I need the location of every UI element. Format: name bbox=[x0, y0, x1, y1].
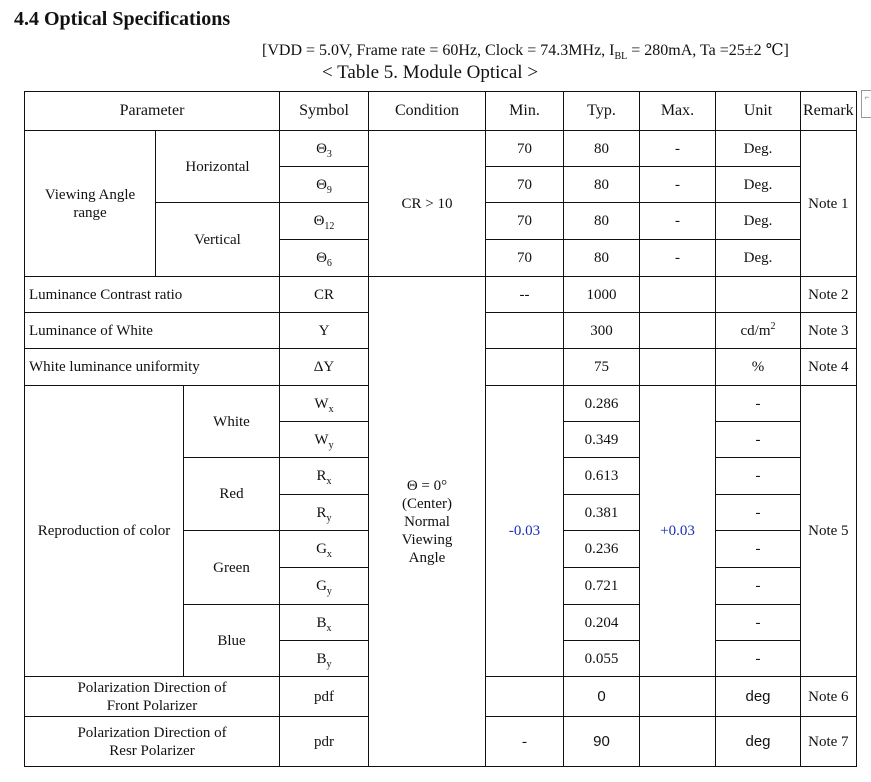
symbol-cell bbox=[280, 203, 369, 240]
unit-cell: - bbox=[716, 531, 801, 568]
pol-front-line2: Front Polarizer bbox=[106, 697, 198, 714]
unit-cell: % bbox=[716, 349, 801, 386]
symbol-text: B bbox=[316, 650, 327, 667]
symbol-subscript: y bbox=[326, 512, 332, 524]
min-cell: 70 bbox=[486, 240, 564, 277]
typ-cell: 0.055 bbox=[564, 641, 640, 677]
max-cell: - bbox=[640, 203, 716, 240]
contrast-label: Luminance Contrast ratio bbox=[25, 277, 280, 313]
symbol-text: G bbox=[316, 578, 327, 594]
symbol-cell bbox=[280, 386, 369, 422]
viewing-angle-label: Viewing Angle range bbox=[25, 131, 156, 277]
condition-line: Θ = 0° bbox=[406, 477, 448, 494]
table-caption: < Table 5. Module Optical > bbox=[322, 62, 539, 83]
white-luminance-label: Luminance of White bbox=[25, 313, 280, 349]
measurement-conditions bbox=[262, 40, 789, 60]
symbol-subscript: 6 bbox=[326, 258, 332, 269]
table-row bbox=[25, 131, 857, 167]
typ-cell: 80 bbox=[564, 167, 640, 203]
min-cell: 70 bbox=[486, 167, 564, 203]
typ-cell: 0.613 bbox=[564, 458, 640, 495]
max-cell: - bbox=[640, 131, 716, 167]
symbol-subscript: y bbox=[326, 586, 332, 597]
symbol-subscript: 9 bbox=[326, 184, 332, 196]
color-group-red: Red bbox=[184, 458, 280, 531]
unit-cell: - bbox=[716, 458, 801, 495]
condition-line: (Center) bbox=[402, 495, 452, 512]
max-cell bbox=[640, 277, 716, 313]
color-min: -0.03 bbox=[486, 386, 564, 677]
header-unit: Unit bbox=[716, 92, 801, 131]
color-reproduction-label: Reproduction of color bbox=[25, 386, 184, 677]
color-group-white: White bbox=[184, 386, 280, 458]
typ-cell: 0.204 bbox=[564, 605, 640, 641]
symbol-cell: pdf bbox=[280, 677, 369, 717]
horizontal-label: Horizontal bbox=[156, 131, 280, 203]
symbol-subscript: 3 bbox=[326, 148, 332, 160]
typ-cell: 80 bbox=[564, 131, 640, 167]
unit-superscript: 2 bbox=[770, 320, 776, 332]
remark-cell: Note 6 bbox=[801, 677, 857, 717]
symbol-subscript: x bbox=[326, 549, 332, 560]
pol-rear-line1: Polarization Direction of bbox=[77, 724, 227, 741]
typ-cell: 1000 bbox=[564, 277, 640, 313]
pol-front-line1: Polarization Direction of bbox=[77, 679, 227, 696]
unit-cell bbox=[716, 313, 801, 349]
typ-cell: 75 bbox=[564, 349, 640, 386]
min-cell bbox=[486, 677, 564, 717]
conditions-text: [VDD = 5.0V, Frame rate = 60Hz, Clock = 74.3MHz, I bbox=[262, 42, 615, 59]
typ-cell: 0.286 bbox=[564, 386, 640, 422]
header-remark: Remark bbox=[801, 92, 857, 131]
typ-cell: 80 bbox=[564, 240, 640, 277]
unit-cell: Deg. bbox=[716, 240, 801, 277]
symbol-subscript: 12 bbox=[324, 221, 335, 232]
section-title: 4.4 Optical Specifications bbox=[14, 8, 231, 30]
unit-cell: - bbox=[716, 422, 801, 458]
center-condition bbox=[369, 277, 486, 767]
unit-cell: - bbox=[716, 386, 801, 422]
table-row bbox=[25, 277, 857, 313]
symbol-cell: Y bbox=[280, 313, 369, 349]
typ-cell: 90 bbox=[564, 717, 640, 767]
symbol-subscript: y bbox=[328, 439, 334, 451]
symbol-cell bbox=[280, 605, 369, 641]
header-max: Max. bbox=[640, 92, 716, 131]
header-row bbox=[25, 92, 857, 131]
symbol-cell: CR bbox=[280, 277, 369, 313]
typ-cell: 80 bbox=[564, 203, 640, 240]
min-cell: 70 bbox=[486, 203, 564, 240]
symbol-subscript: x bbox=[326, 622, 332, 634]
symbol-cell bbox=[280, 240, 369, 277]
symbol-cell bbox=[280, 495, 369, 531]
unit-cell: Deg. bbox=[716, 131, 801, 167]
symbol-text: R bbox=[316, 504, 327, 521]
optical-spec-table bbox=[24, 91, 857, 767]
header-min: Min. bbox=[486, 92, 564, 131]
vertical-label: Vertical bbox=[156, 203, 280, 277]
unit-cell: - bbox=[716, 568, 801, 605]
symbol-subscript: x bbox=[326, 476, 332, 487]
pol-rear-line2: Resr Polarizer bbox=[109, 742, 195, 759]
color-max: +0.03 bbox=[640, 386, 716, 677]
symbol-cell bbox=[280, 531, 369, 568]
unit-cell bbox=[716, 277, 801, 313]
conditions-subscript: BL bbox=[614, 51, 628, 62]
remark-cell: Note 2 bbox=[801, 277, 857, 313]
symbol-cell bbox=[280, 131, 369, 167]
condition-line: Angle bbox=[408, 549, 446, 566]
unit-cell: - bbox=[716, 495, 801, 531]
unit-cell: Deg. bbox=[716, 167, 801, 203]
symbol-subscript: y bbox=[326, 658, 332, 670]
max-cell: - bbox=[640, 240, 716, 277]
symbol-cell: ΔY bbox=[280, 349, 369, 386]
symbol-subscript: x bbox=[328, 403, 334, 415]
color-remark: Note 5 bbox=[801, 386, 857, 677]
typ-cell: 300 bbox=[564, 313, 640, 349]
header-condition: Condition bbox=[369, 92, 486, 131]
symbol-cell bbox=[280, 641, 369, 677]
typ-cell: 0.236 bbox=[564, 531, 640, 568]
min-cell: 70 bbox=[486, 131, 564, 167]
min-cell bbox=[486, 349, 564, 386]
condition-line: Viewing bbox=[401, 531, 453, 548]
symbol-cell bbox=[280, 568, 369, 605]
unit-cell: - bbox=[716, 641, 801, 677]
typ-cell: 0.721 bbox=[564, 568, 640, 605]
unit-cell: - bbox=[716, 605, 801, 641]
unit-cell: deg bbox=[716, 677, 801, 717]
pol-rear-label bbox=[25, 717, 280, 767]
symbol-text: R bbox=[316, 468, 327, 484]
typ-cell: 0 bbox=[564, 677, 640, 717]
symbol-text: Θ bbox=[316, 140, 327, 157]
symbol-text: W bbox=[314, 395, 329, 412]
min-cell bbox=[486, 313, 564, 349]
symbol-cell bbox=[280, 167, 369, 203]
symbol-text: G bbox=[316, 541, 327, 557]
remark-cell: Note 4 bbox=[801, 349, 857, 386]
color-group-blue: Blue bbox=[184, 605, 280, 677]
viewing-condition: CR > 10 bbox=[369, 131, 486, 277]
header-parameter: Parameter bbox=[25, 92, 280, 131]
header-symbol: Symbol bbox=[280, 92, 369, 131]
pol-front-label bbox=[25, 677, 280, 717]
symbol-text: Θ bbox=[316, 250, 327, 266]
page-edge-icon: ⌐ bbox=[861, 90, 871, 118]
symbol-cell bbox=[280, 422, 369, 458]
min-cell: -- bbox=[486, 277, 564, 313]
typ-cell: 0.349 bbox=[564, 422, 640, 458]
unit-cell: Deg. bbox=[716, 203, 801, 240]
color-group-green: Green bbox=[184, 531, 280, 605]
min-cell: - bbox=[486, 717, 564, 767]
max-cell bbox=[640, 313, 716, 349]
uniformity-label: White luminance uniformity bbox=[25, 349, 280, 386]
unit-text: cd/m bbox=[740, 322, 771, 339]
unit-cell: deg bbox=[716, 717, 801, 767]
symbol-text: W bbox=[314, 431, 329, 448]
symbol-cell bbox=[280, 458, 369, 495]
remark-cell: Note 3 bbox=[801, 313, 857, 349]
header-typ: Typ. bbox=[564, 92, 640, 131]
symbol-cell: pdr bbox=[280, 717, 369, 767]
condition-line: Normal bbox=[404, 513, 450, 530]
conditions-text-end: = 280mA, Ta =25±2 ℃] bbox=[627, 42, 789, 59]
symbol-text: B bbox=[316, 614, 327, 631]
symbol-text: Θ bbox=[316, 176, 327, 193]
max-cell: - bbox=[640, 167, 716, 203]
typ-cell: 0.381 bbox=[564, 495, 640, 531]
max-cell bbox=[640, 717, 716, 767]
symbol-text: Θ bbox=[313, 213, 325, 229]
max-cell bbox=[640, 677, 716, 717]
remark-cell: Note 7 bbox=[801, 717, 857, 767]
max-cell bbox=[640, 349, 716, 386]
viewing-remark: Note 1 bbox=[801, 131, 857, 277]
